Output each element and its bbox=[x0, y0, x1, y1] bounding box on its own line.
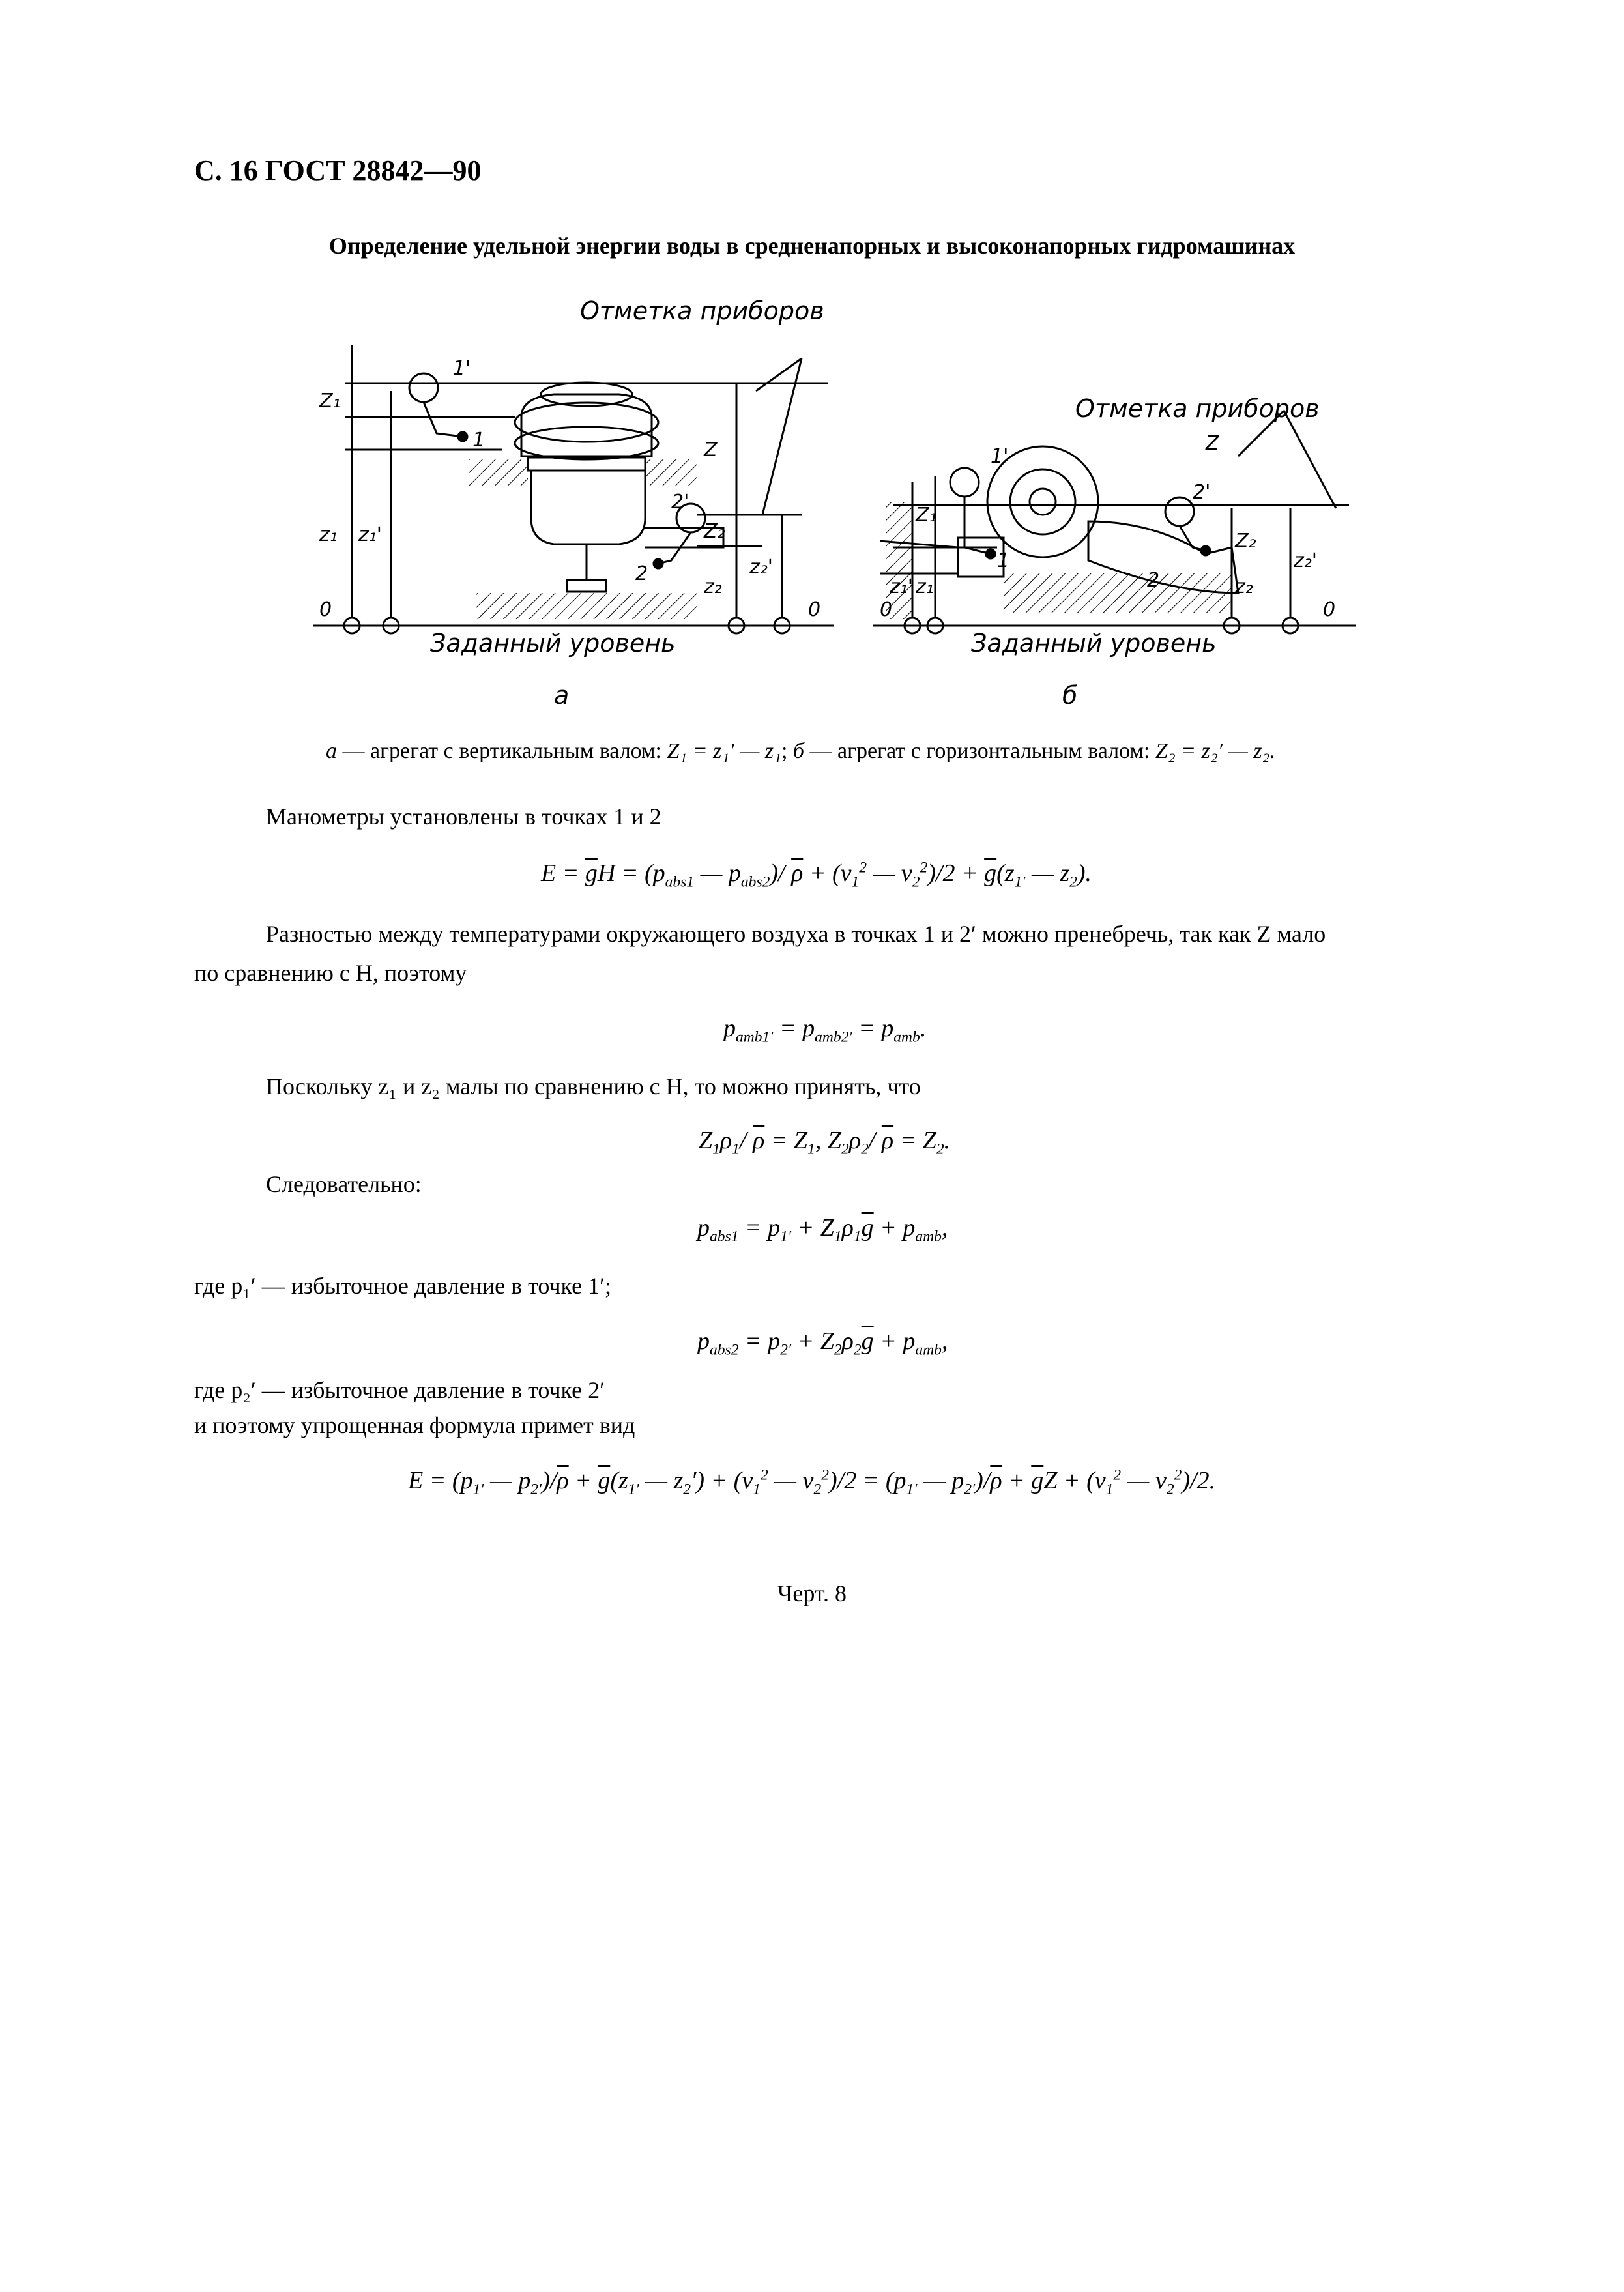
paragraph-simplified: и поэтому упрощенная формула примет вид bbox=[194, 1412, 635, 1438]
paragraph-small-z: Поскольку z₁ и z₂ малы по сравнению с H, то можно принять, что bbox=[266, 1073, 921, 1099]
a-label-Z: Z bbox=[704, 439, 718, 461]
b-label-Z: Z bbox=[1206, 432, 1219, 455]
page-header: С. 16 ГОСТ 28842—90 bbox=[194, 154, 482, 186]
b-label-Z1: Z₁ bbox=[916, 504, 937, 527]
paragraph-temperature-line2: по сравнению с H, поэтому bbox=[194, 960, 467, 986]
a-label-Z2: Z₂ bbox=[704, 520, 725, 543]
paragraph-gauges: Манометры установлены в точках 1 и 2 bbox=[266, 804, 661, 830]
a-label-z1p: z₁' bbox=[358, 523, 383, 546]
b-label-2p: 2' bbox=[1193, 481, 1211, 504]
equation-simplified: $E = (p_{1'}$ — $p_{2'})/\overline{\rho} + \overline{g}(z_{1'}$ — $z_2') + (v_1^2$ — $v_2^2)/2 = (p_{1'}$ — $p_{2'})/\overline{\rho} + \overline{g}Z + (v_1^2$ — $v_2^2)/2$. bbox=[408, 1466, 1216, 1498]
figure-b-drawing bbox=[873, 411, 1356, 633]
paragraph-where-p1: где p₁′ — избыточное давление в точке 1′; bbox=[194, 1273, 611, 1299]
b-label-0-right: 0 bbox=[1323, 598, 1336, 621]
equation-pabs1: $p_{abs1} = p_{1'} + Z_1\rho_1\overline{g} + p_{amb}$, bbox=[697, 1214, 948, 1245]
a-label-1p: 1' bbox=[453, 357, 471, 380]
a-label-0-left: 0 bbox=[319, 598, 332, 621]
equation-pamb: $p_{amb1'} = p_{amb2'} = p_{amb}$. bbox=[723, 1015, 927, 1046]
figure-caption: а — агрегат с вертикальным валом: Z₁ = z₁′ — z₁; б — агрегат с горизонтальным валом: Z₂ = z₂′ — z₂. bbox=[326, 739, 1275, 763]
a-label-2p: 2' bbox=[671, 491, 689, 514]
figure-a-drawing bbox=[313, 345, 834, 633]
a-label-z2: z₂ bbox=[704, 575, 722, 598]
equation-pabs2: $p_{abs2} = p_{2'} + Z_2\rho_2\overline{g} + p_{amb}$, bbox=[697, 1327, 948, 1359]
paragraph-temperature-line1: Разностью между температурами окружающего воздуха в точках 1 и 2′ можно пренебречь, так как Z мало bbox=[266, 921, 1326, 947]
a-label-1: 1 bbox=[472, 429, 486, 452]
a-instruments-label: Отметка приборов bbox=[580, 297, 824, 325]
b-instruments-label: Отметка приборов bbox=[1075, 394, 1320, 423]
b-label-z1p: z₁' bbox=[890, 575, 914, 598]
a-label-0-right: 0 bbox=[808, 598, 821, 621]
a-label-z2p: z₂' bbox=[749, 556, 774, 579]
paragraph-therefore: Следовательно: bbox=[266, 1171, 422, 1197]
a-label-2: 2 bbox=[635, 562, 648, 585]
b-sub-label: б bbox=[1062, 681, 1078, 710]
figure-8 bbox=[306, 287, 1362, 717]
b-label-1p: 1' bbox=[991, 445, 1009, 468]
b-label-Z2: Z₂ bbox=[1235, 530, 1256, 553]
b-label-z1: z₁ bbox=[916, 575, 934, 598]
b-label-1: 1 bbox=[997, 549, 1010, 572]
a-sub-label: а bbox=[554, 681, 570, 710]
b-label-0-left: 0 bbox=[880, 598, 893, 621]
a-label-Z1: Z₁ bbox=[319, 390, 341, 413]
equation-z-rho: $Z_1\rho_1/$ $\overline{\rho} = Z_1$, $Z_2\rho_2/$ $\overline{\rho} = Z_2$. bbox=[699, 1127, 951, 1158]
section-title: Определение удельной энергии воды в средненапорных и высоконапорных гидромашинах bbox=[328, 233, 1296, 259]
a-level-label: Заданный уровень bbox=[430, 629, 676, 658]
paragraph-where-p2: где p₂′ — избыточное давление в точке 2′ bbox=[194, 1377, 605, 1403]
b-label-z2: z₂ bbox=[1235, 575, 1253, 598]
figure-number: Черт. 8 bbox=[777, 1580, 847, 1606]
b-level-label: Заданный уровень bbox=[971, 629, 1217, 658]
b-label-2: 2 bbox=[1147, 569, 1160, 592]
a-label-z1: z₁ bbox=[319, 523, 338, 546]
b-label-z2p: z₂' bbox=[1294, 549, 1318, 572]
equation-energy: $E = \overline{g}H = (p_{abs1}$ — $p_{abs2})/$ $\overline{\rho} + (v_1^2$ — $v_2^2)/2 + \overline{g}(z_{1'}$ — $z_2$). bbox=[541, 859, 1092, 891]
